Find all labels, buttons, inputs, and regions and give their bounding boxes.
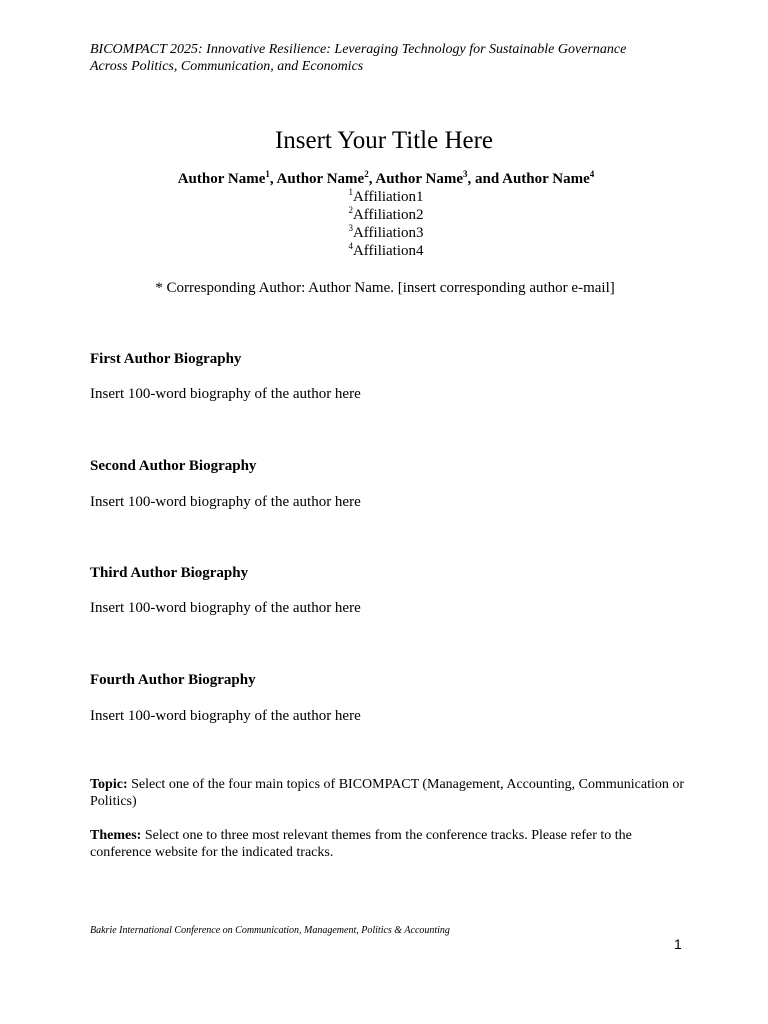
affiliation-text: Affiliation1: [352, 189, 424, 205]
topic-paragraph: [90, 776, 690, 810]
bio-heading-fourth: Fourth Author Biography: [90, 672, 256, 688]
affiliation-line: [0, 206, 768, 224]
affiliation-superscript: 2: [348, 205, 353, 215]
affiliation-superscript: 4: [348, 241, 353, 251]
topic-label: Topic:: [90, 777, 128, 792]
author-superscript: 2: [364, 169, 369, 179]
author-separator: ,: [269, 171, 277, 187]
bio-text-first: Insert 100-word biography of the author here: [90, 386, 361, 402]
page-number: 1: [674, 936, 682, 952]
author-superscript: 1: [265, 169, 270, 179]
author-superscript: 4: [589, 169, 595, 179]
affiliation-text: Affiliation3: [352, 225, 424, 241]
themes-label: Themes:: [90, 828, 142, 843]
paper-title: Insert Your Title Here: [274, 127, 494, 154]
bio-text-fourth: Insert 100-word biography of the author here: [90, 708, 361, 724]
bio-heading-third: Third Author Biography: [90, 565, 249, 581]
bio-heading-first: First Author Biography: [90, 351, 242, 367]
author-separator: , and: [467, 171, 503, 187]
author-name: Author Name: [276, 171, 365, 187]
affiliation-line: [0, 242, 768, 260]
running-header: [90, 41, 690, 75]
author-separator: ,: [368, 171, 376, 187]
affiliation-line: [0, 188, 768, 206]
affiliation-line: [0, 224, 768, 242]
topic-text: Select one of the four main topics of BICOMPACT (Management, Accounting, Communication or Politics): [90, 777, 685, 809]
running-header-line-2: Across Politics, Communication, and Economics: [90, 59, 364, 74]
affiliation-text: Affiliation4: [352, 243, 424, 259]
bio-text-third: Insert 100-word biography of the author here: [90, 600, 361, 616]
affiliation-text: Affiliation2: [352, 207, 424, 223]
author-name: Author Name: [502, 171, 590, 187]
author-name: Author Name: [177, 171, 266, 187]
themes-text: Select one to three most relevant themes from the conference tracks. Please refer to the conference website for the indicated tracks.: [90, 828, 632, 860]
themes-paragraph: [90, 827, 690, 861]
author-list: [0, 170, 768, 188]
corresponding-author: * Corresponding Author: Author Name. [insert corresponding author e-mail]: [155, 280, 615, 296]
affiliation-superscript: 1: [348, 187, 353, 197]
affiliation-superscript: 3: [348, 223, 353, 233]
author-name: Author Name: [375, 171, 464, 187]
running-header-line-1: BICOMPACT 2025: Innovative Resilience: Leveraging Technology for Sustainable Governance: [90, 42, 627, 57]
bio-text-second: Insert 100-word biography of the author here: [90, 494, 361, 510]
author-superscript: 3: [463, 169, 468, 179]
bio-heading-second: Second Author Biography: [90, 458, 257, 474]
running-footer: Bakrie International Conference on Communication, Management, Politics & Accounting: [90, 925, 450, 936]
